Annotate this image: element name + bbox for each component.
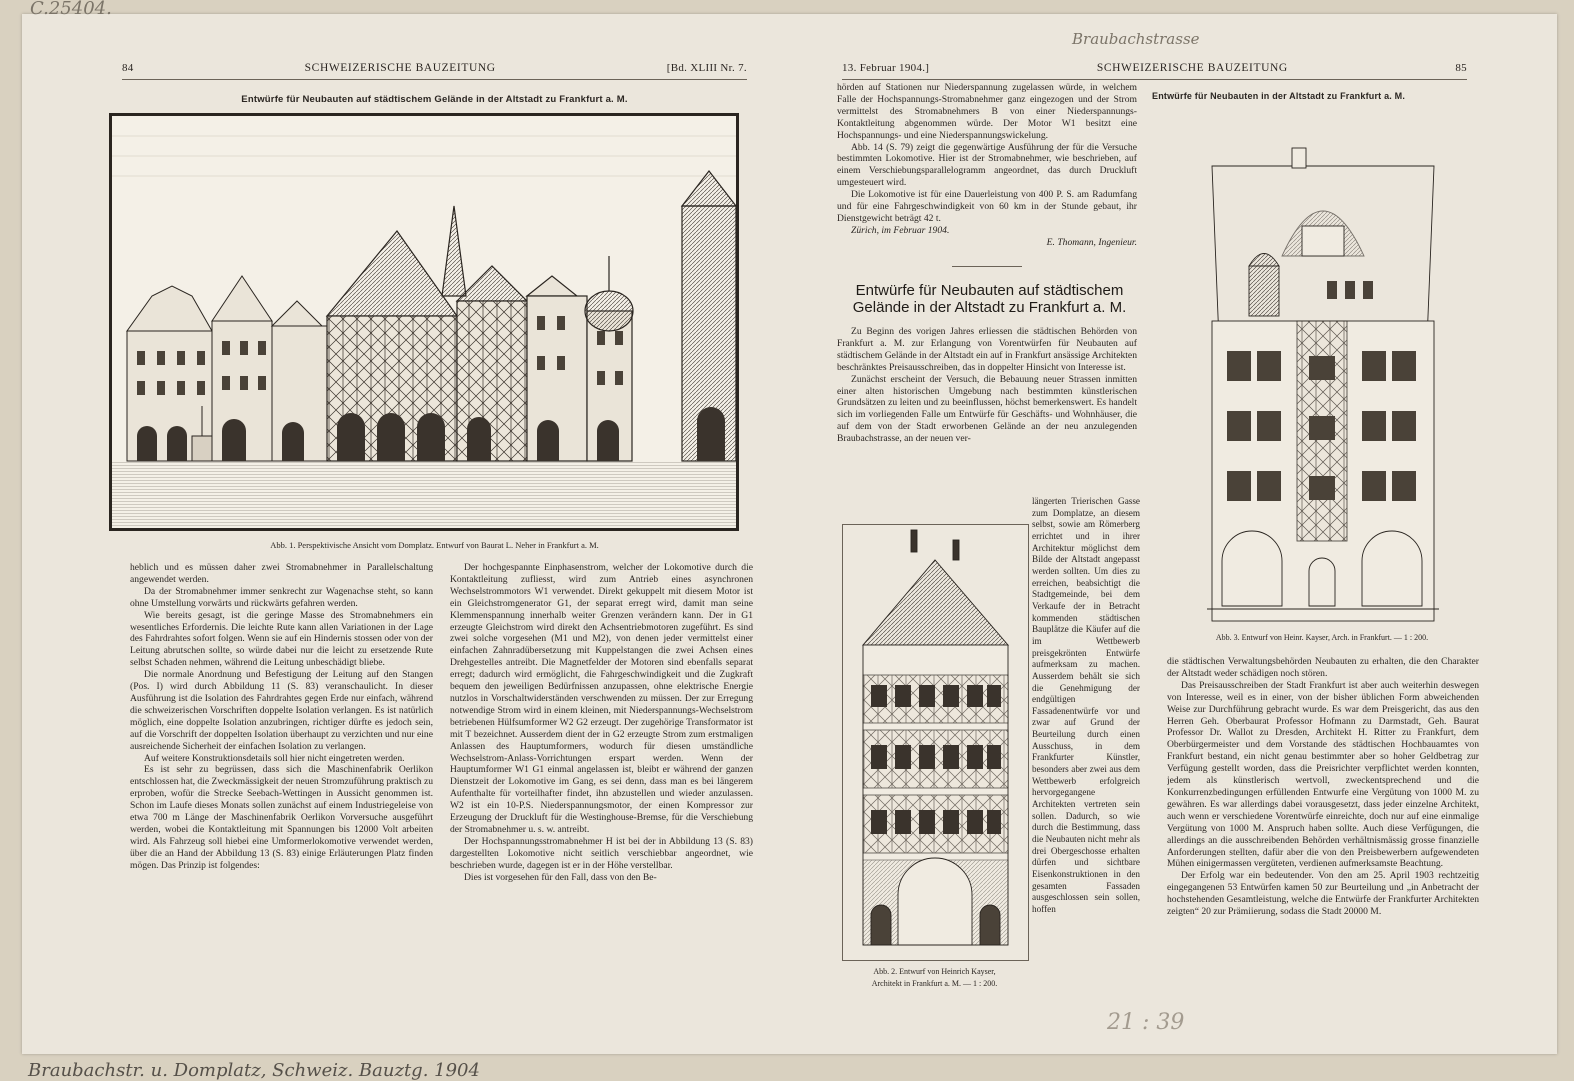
left-section-head: Entwürfe für Neubauten auf städtischem Gelände in der Altstadt zu Frankfurt a. M. [241, 94, 628, 105]
figure-2-caption-line-2: Architekt in Frankfurt a. M. — 1 : 200. [871, 979, 998, 988]
right-section-head: Entwürfe für Neubauten in der Altstadt zu Frankfurt a. M. [1152, 91, 1406, 101]
paragraph: Die normale Anordnung und Befestigung der Leitung auf den Stangen (Pos. I) wird durch Abbildung 11 (S. 83) veranschaulicht. In dieser Ausführung ist die Isolation des Fahrdrahtes gegen Erde nur einfach, während die schweizerischen Vorschriften doppelte Isolation verlangen. Es ist natürlich möglich, eine doppelte Isolation anzubringen, richtiger dürfte es jedoch sein, auf die Vorschrift der doppelten Isolation überhaupt zu verzichten und nur eine ausreichende Sicherheit der einfachen Isolation zu verlangen. [130, 669, 433, 752]
narrow-column [1032, 496, 1140, 996]
right-journal-title: SCHWEIZERISCHE BAUZEITUNG [1096, 62, 1288, 74]
right-date: 13. Februar 1904.] [842, 62, 930, 74]
paragraph: Die Lokomotive ist für eine Dauerleistung von 400 P. S. am Radumfang und für eine Fahrgeschwindigkeit von 60 km in der Stunde gebaut, ihr Dienstgewicht beträgt 42 t. [837, 189, 1137, 224]
figure-domplatz-perspective [109, 113, 739, 531]
author-signature: E. Thomann, Ingenieur. [1046, 236, 1137, 248]
paragraph: hörden auf Stationen nur Niederspannung zugelassen würde, in welchem Falle der Hochspannungs-Stromabnehmer ganz eingezogen und der Strom vermittelst des Stromabnehmers B von einer Niederspannungs-Kontaktleitung abgenommen würde. Der Motor W1 besitzt eine Hochspannungs- und eine Niederspannungswickelung. [837, 82, 1137, 141]
dateline: Zürich, im Februar 1904. [851, 224, 950, 236]
figure-3-facade-kayser [1197, 126, 1449, 626]
right-column-1-continuation [837, 82, 1137, 252]
left-volume: [Bd. XLIII Nr. 7. [666, 62, 747, 74]
right-head-rule [842, 79, 1467, 80]
paragraph: Der Hochspannungsstromabnehmer H ist bei der in Abbildung 13 (S. 83) dargestellten Lokomotive nicht seitlich verschiebbar angeordnet, wie beschrieben wurde, dagegen ist er in der Höhe verstellbar. [450, 835, 753, 871]
paragraph: Dies ist vorgesehen für den Fall, dass von den Be- [464, 871, 657, 883]
left-head-rule [122, 79, 747, 80]
left-page-number: 84 [122, 62, 134, 74]
paragraph: Auf weitere Konstruktionsdetails soll hier nicht eingetreten werden. [144, 752, 405, 764]
left-journal-title: SCHWEIZERISCHE BAUZEITUNG [304, 62, 496, 74]
paragraph: Es ist sehr zu begrüssen, dass sich die Maschinenfabrik Oerlikon entschlossen hat, die Zweckmässigkeit der neuen Stromzuführung praktisch zu erproben, wofür die Strecke Seebach-Wettingen in Aussicht genommen ist. Schon im Laufe dieses Monats sollen zunächst auf einem Industriegeleise von etwa 700 m Länge der Maschinenfabrik Oerlikon Vorversuche ausgeführt werden, wobei die Kontaktleitung mit Spannungen bis 12000 Volt arbeiten wird. Als Fahrzeug soll hiebei eine Umformerlokomotive verwendet werden, über die an Hand der Abbildung 13 (S. 83) einige Erläuterungen Platz finden mögen. Das Prinzip ist folgendes: [130, 764, 433, 871]
paragraph: Zu Beginn des vorigen Jahres erliessen die städtischen Behörden von Frankfurt a. M. zur Erlangung von Vorentwürfen für Neubauten auf städtischem Gelände in der Altstadt ein auf in Frankfurt ansässige Architekten beschränktes Preisausschreiben, das in doppelter Hinsicht von Interesse ist. [837, 326, 1137, 373]
paragraph: Der hochgespannte Einphasenstrom, welcher der Lokomotive durch die Kontaktleitung zufliesst, wird zum Antrieb eines asynchronen Wechselstrommotors W1 verwendet. Direkt gekuppelt mit diesem Motor ist ein Gleichstromgenerator G1, der separat erregt wird, damit man seine Klemmenspannung innerhalb weiter Grenzen verändern kann. Der in G1 erzeugte Gleichstrom wird direkt den Achsentriebmotoren zugeführt. Es sind zwei solche vorgesehen (M1 und M2), von denen jeder vermittelst einer einfachen Zahnradübersetzung mit Kuppelstangen die zwei Achsen eines Drehgestelles antreibt. Die Magnetfelder der Motoren sind ebenfalls separat erregt; dadurch wird ermöglicht, die Fahrgeschwindigkeit und die Zugkraft bequem den jeweiligen Bedürfnissen anzupassen, ohne elektrische Energie nutzlos in Vorschaltwiderständen verschwenden zu müssen. Der zur Erregung notwendige Strom wird in einem kleinen, mit Niederspannungs-Wechselstrom betriebenen Hülfsumformer W2 G2 erzeugt. Der zugehörige Transformator ist mit T bezeichnet. Ausserdem dient der in G2 erzeugte Strom zum erstmaligen Anlassen des Hauptumformers, wodurch für diesen umständliche Wechselstrom-Anlass-Vorrichtungen erspart werden. Wenn der Hauptumformer W1 G1 einmal angelassen ist, bleibt er während der ganzen Dienstzeit der Lokomotive im Gang, es sei denn, dass man es bei längerem Aufenthalte für vorteilhafter findet, ihn abzustellen und wieder anzulassen. W2 ist ein 10-P.S. Niederspannungsmotor, der einen Kompressor zur Erzeugung der Druckluft für die Westinghouse-Bremse, für die Verschiebung der Stromabnehmer u. s. w. antreibt. [450, 562, 753, 835]
paragraph: Das Preisausschreiben der Stadt Frankfurt ist aber auch weiterhin deswegen von Interesse, weil es in einer, von der bisher üblichen Form abweichenden Weise zur Durchführung gebracht wurde. Es war dem Preisgericht, das aus den Herren Geh. Oberbaurat Professor Hofmann zu Darmstadt, Geh. Baurat Professor Dr. Wallot zu Dresden, Architekt H. Ritter zu Frankfurt, dem Oberbürgermeister und dem Vorstande des städtischen Hochbauamtes von Frankfurt bestand, ein nicht genau bestimmter aber so hoher Geldbetrag zur Verfügung gestellt worden, dass die Preisrichter verpflichtet werden konnten, jedem als künstlerisch wertvoll, zweckentsprechend und die Konkurrenzbedingungen erfüllenden Entwurfe eine Vergütung von 1000 M. zu gewähren. Es war allerdings dabei vorausgesetzt, dass jeder einzelne Architekt, auch wenn er verschiedene Vorentwürfe einreichte, doch nur auf eine einmalige Vergütung von 1000 M. Anspruch haben sollte. Auch diese Verfügungen, die allerdings an die ausschreibenden Behörden verhältnismässig grosse finanzielle Anforderungen stellten, dafür aber die von den Preisbewerbern aufgewendeten Mühen einigermassen vergüteten, verdienen aufmerksamste Beachtung. [1167, 679, 1479, 870]
right-page-number: 85 [1455, 62, 1467, 74]
paragraph: die städtischen Verwaltungsbehörden Neubauten zu erhalten, die den Charakter der Altstadt weder schädigen noch stören. [1167, 656, 1479, 679]
article-intro [837, 326, 1137, 494]
paragraph: Der Erfolg war ein bedeutender. Von den am 25. April 1903 rechtzeitig eingegangenen 53 Entwürfen kamen 50 zur Beurteilung und „in Anbetracht der hochstehenden Gesamtleistung, welche die Entwürfe der Frankfurter Architekten zeigten“ 20 zur Prämiierung, sodass die Stadt 20000 M. [1167, 870, 1479, 918]
facade-drawing-2 [1197, 126, 1449, 626]
article-divider [952, 266, 1022, 267]
shelf-mark-note: 21 : 39 [1107, 1010, 1185, 1035]
figure-2-facade-kayser [842, 524, 1029, 961]
left-page [22, 14, 782, 1054]
paragraph: Da der Stromabnehmer immer senkrecht zur Wagenachse steht, so kann ohne Umstellung vorwärts und rückwärts gefahren werden. [130, 585, 433, 609]
subject-note: Braubachstrasse [1072, 30, 1200, 48]
left-page-column-2 [450, 562, 753, 1004]
figure-2-caption-line-1: Abb. 2. Entwurf von Heinrich Kayser, [873, 967, 996, 976]
paragraph: Abb. 14 (S. 79) zeigt die gegenwärtige Ausführung der für die Versuche bestimmten Lokomotive. Hier ist der Stromabnehmer, wie beschrieben, auf einem Verschiebungsparallelogramm angeordnet, das durch Druckluft umgesteuert wird. [837, 141, 1137, 189]
left-running-head [122, 62, 747, 74]
paragraph: längerten Trierischen Gasse zum Domplatze, an diesem selbst, sowie am Römerberg errichtet und in ihrer Architektur möglichst dem Bilde der Altstadt angepasst werden sollten. Um dies zu erreichen, beabsichtigt die Stadtgemeinde, bei dem Verkaufe der in Betracht kommenden städtischen Bauplätze die Käufer auf die im Wettbewerb preisgekrönten Entwürfe aufmerksam zu machen. Ausserdem behält sie sich die Genehmigung der endgültigen Fassadenentwürfe vor und zwar auf Grund der Beurteilung durch einen Ausschuss, in dem Frankfurter Künstler, besonders aber zwei aus dem Wettbewerb erfolgreich hervorgegangene Architekten vertreten sein sollen. Dadurch, so wie durch die Bestimmung, dass die Neubauten nicht mehr als drei Obergeschosse erhalten dürfen und sichtbare Eisenkonstruktionen in den gesamten Fassaden ausgeschlossen sein sollen, hoffen [1032, 496, 1140, 914]
figure-1-caption: Abb. 1. Perspektivische Ansicht vom Domplatz. Entwurf von Baurat L. Neher in Frankfurt a. M. [270, 540, 599, 550]
document-sheet [22, 0, 1557, 1054]
article-title: Entwürfe für Neubauten auf städtischem Gelände in der Altstadt zu Frankfurt a. M. [852, 282, 1127, 316]
left-page-column-1 [130, 562, 433, 1004]
right-column-3 [1167, 656, 1479, 1001]
bottom-handwritten-note: Braubachstr. u. Domplatz, Schweiz. Bauztg. 1904 [28, 1060, 480, 1081]
catalog-number-note: C.25404. [30, 0, 112, 19]
right-page [812, 14, 1557, 1054]
domplatz-engraving [112, 116, 736, 528]
right-running-head [842, 62, 1467, 74]
paragraph: Zunächst erscheint der Versuch, die Bebauung neuer Strassen inmitten einer alten historischen Umgebung nach bestimmten künstlerischen Grundsätzen zu leiten und zu beeinflussen, höchst bemerkenswert. Es handelt sich im vorliegenden Falle um Entwürfe für Geschäfts- und Wohnhäuser, die auf dem von der Stadt erworbenen Gelände an der neu anzulegenden Braubachstrasse, an der neuen ver- [837, 373, 1137, 445]
paragraph: heblich und es müssen daher zwei Stromabnehmer in Parallelschaltung angewendet werden. [130, 562, 433, 585]
figure-3-caption: Abb. 3. Entwurf von Heinr. Kayser, Arch. in Frankfurt. — 1 : 200. [1215, 633, 1429, 642]
paragraph: Wie bereits gesagt, ist die geringe Masse des Stromabnehmers ein wesentliches Erfordernis. Die leichte Rute kann allen Variationen in der Lage des Fahrdrahtes sofort folgen. Wenn sie auf ein Hindernis stossen oder von der Leitung abrutschen sollte, so würde dabei nur die leicht zu ersetzende Rute selbst Schaden nehmen, während die Leitung unbeschädigt bliebe. [130, 609, 433, 669]
figure-2-caption [842, 966, 1027, 990]
facade-drawing-1 [843, 525, 1028, 960]
